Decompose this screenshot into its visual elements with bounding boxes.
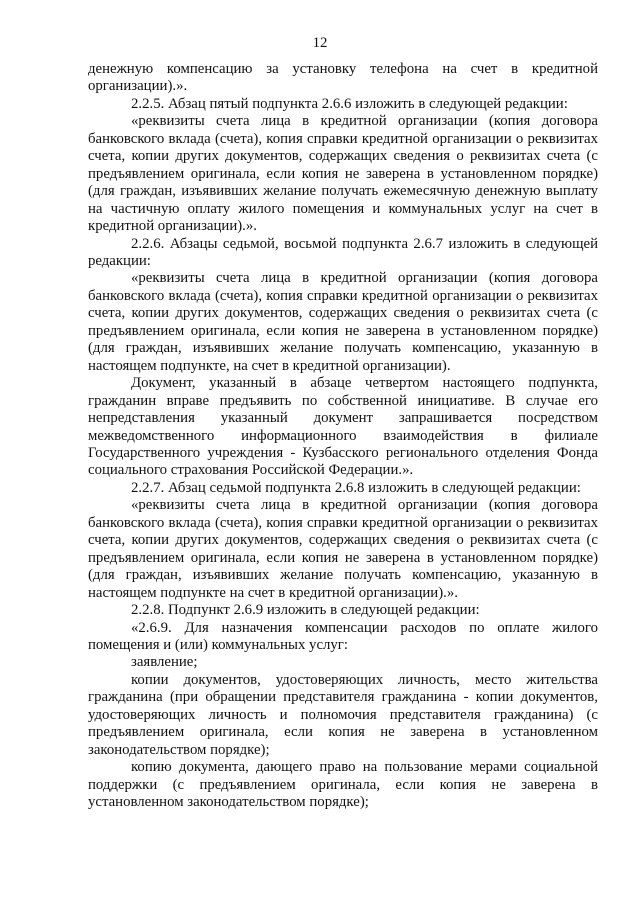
paragraph-quote: «реквизиты счета лица в кредитной организации (копия договора банковского вклада (счета), копия справки кредитной организации о реквизитах счета, копии других документов, содержащих сведения о реквизитах счета (с предъявлением оригинала, если копия не заверена в установленном порядке) (для граждан, изъявивших желание получать компенсацию, указанную в настоящем подпункте на счет в кредитной организации).». <box>88 497 598 601</box>
paragraph-item-2-2-5: 2.2.5. Абзац пятый подпункта 2.6.6 изложить в следующей редакции: <box>131 95 568 112</box>
paragraph-item-2-2-8: 2.2.8. Подпункт 2.6.9 изложить в следующей редакции: <box>131 602 480 619</box>
paragraph-continuation: денежную компенсацию за установку телефона на счет в кредитной организации).». <box>88 61 598 95</box>
paragraph-item-2-2-7: 2.2.7. Абзац седьмой подпункта 2.6.8 изложить в следующей редакции: <box>131 479 581 496</box>
paragraph-list-item: копии документов, удостоверяющих личность, место жительства гражданина (при обращении представителя гражданина - копии документов, удостоверяющих личность и полномочия представителя гражданина) (с предъявлением оригинала, если копия не заверена в установленном законодательством порядке); <box>88 671 598 758</box>
page-number: 12 <box>312 35 328 51</box>
paragraph-quote: «реквизиты счета лица в кредитной организации (копия договора банковского вклада (счета), копия справки кредитной организации о реквизитах счета, копии других документов, содержащих сведения о реквизитах счета (с предъявлением оригинала, если копия не заверена в установленном порядке) (для граждан, изъявивших желание получать ежемесячную денежную выплату на частичную оплату жилого помещения и коммунальных услуг на счет в кредитной организации).». <box>88 113 598 235</box>
paragraph-item-2-2-6: 2.2.6. Абзацы седьмой, восьмой подпункта 2.6.7 изложить в следующей редакции: <box>88 235 598 269</box>
paragraph-text: Документ, указанный в абзаце четвертом настоящего подпункта, гражданин вправе предъявить по собственной инициативе. В случае его непредставления указанный документ запрашивается посредством межведомственного информационного взаимодействия в филиале Государственного учреждения - Кузбасского регионального отделения Фонда социального страхования Российской Федерации.». <box>88 375 598 479</box>
paragraph-list-item: заявление; <box>131 654 198 671</box>
paragraph-quote: «2.6.9. Для назначения компенсации расходов по оплате жилого помещения и (или) коммунальных услуг: <box>88 619 598 653</box>
document-body <box>88 61 598 811</box>
paragraph-quote: «реквизиты счета лица в кредитной организации (копия договора банковского вклада (счета), копия справки кредитной организации о реквизитах счета, копии других документов, содержащих сведения о реквизитах счета (с предъявлением оригинала, если копия не заверена в установленном порядке) (для граждан, изъявивших желание получать компенсацию, указанную в настоящем подпункте, на счет в кредитной организации). <box>88 270 598 374</box>
paragraph-list-item: копию документа, дающего право на пользование мерами социальной поддержки (с предъявлением оригинала, если копия не заверена в установленном законодательством порядке); <box>88 759 598 811</box>
